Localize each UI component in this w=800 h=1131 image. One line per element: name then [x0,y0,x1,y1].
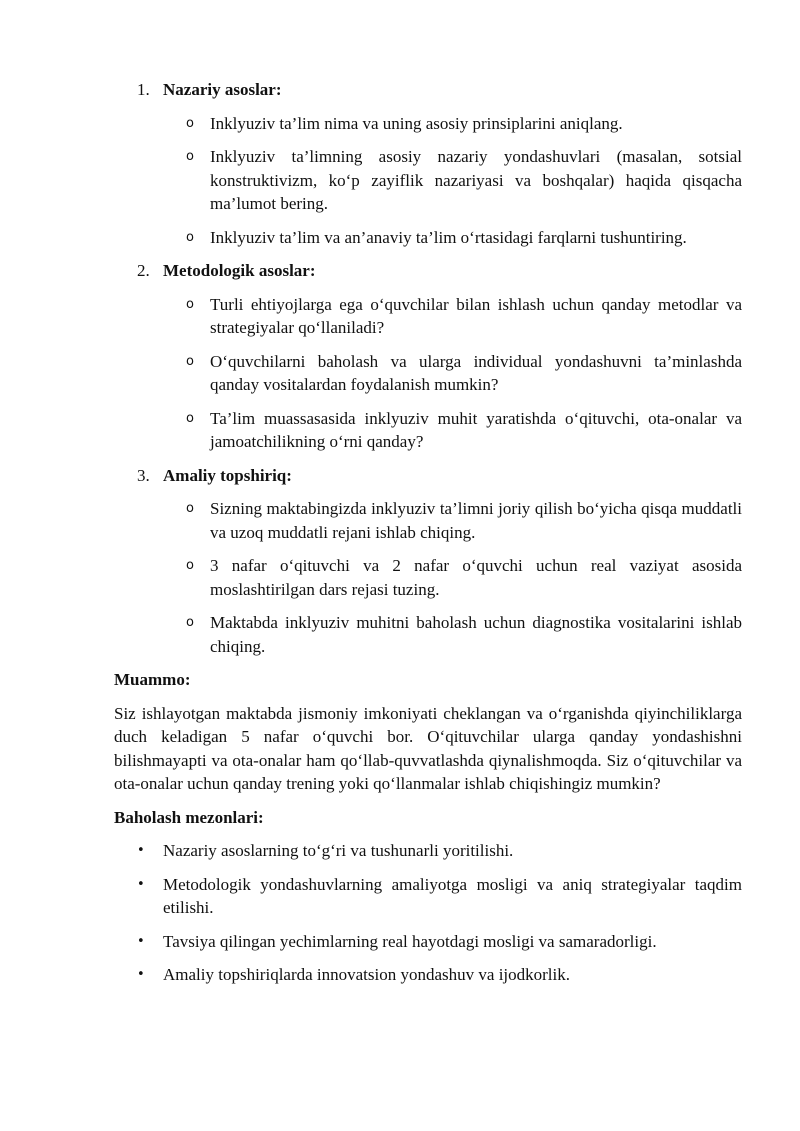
section-title: Nazariy asoslar: [163,80,282,99]
section-heading [114,259,742,283]
circle-bullet-icon: o [186,229,194,245]
list-item-text: Maktabda inklyuziv muhitni baholash uchun diagnostika vositalarini ishlab chiqing. [210,613,742,656]
section-methodology [114,259,742,454]
list-item-text: Turli ehtiyojlarga ega o‘quvchilar bilan ishlash uchun qanday metodlar va strategiyalar qo‘llaniladi? [210,294,742,337]
section-number: 3. [137,465,150,485]
dot-bullet-icon: • [137,843,145,858]
section-theory [114,78,742,249]
list-item-text: Metodologik yondashuvlarning amaliyotga mosligi va aniq strategiyalar taqdim etilishi. [163,874,742,917]
list-item [114,873,742,920]
section-practical [114,464,742,659]
criteria-list [114,839,742,987]
problem-heading: Muammo: [114,670,191,689]
criteria-heading: Baholash mezonlari: [114,807,264,827]
circle-bullet-icon: o [186,558,194,573]
list-item [114,497,742,544]
list-item-text: Inklyuziv ta’lim nima va uning asosiy prinsiplarini aniqlang. [210,113,623,133]
dot-bullet-icon: • [137,967,145,982]
list-item-text: Ta’lim muassasasida inklyuziv muhit yaratishda o‘qituvchi, ota-onalar va jamoatchilikning o‘rni qanday? [210,408,742,451]
list-item [114,350,742,397]
dot-bullet-icon: • [137,876,145,892]
section-heading [114,78,742,102]
section-items [114,112,742,250]
list-item-text: 3 nafar o‘qituvchi va 2 nafar o‘quvchi uchun real vaziyat asosida moslashtirilgan dars rejasi tuzing. [210,556,742,599]
circle-bullet-icon: o [186,615,194,630]
list-item [114,293,742,340]
circle-bullet-icon: o [186,501,194,516]
list-item [114,226,742,250]
list-item [114,145,742,216]
section-items [114,497,742,658]
circle-bullet-icon: o [186,115,194,131]
section-heading [114,464,742,488]
circle-bullet-icon: o [186,410,194,426]
list-item-text: Nazariy asoslarning to‘g‘ri va tushunarli yoritilishi. [163,841,514,860]
list-item-text: Tavsiya qilingan yechimlarning real hayotdagi mosligi va samaradorligi. [163,931,657,951]
list-item [114,112,742,136]
circle-bullet-icon: o [186,149,194,164]
list-item-text: Amaliy topshiriqlarda innovatsion yondashuv va ijodkorlik. [163,965,571,984]
circle-bullet-icon: o [186,353,194,369]
circle-bullet-icon: o [186,296,194,312]
list-item-text: Sizning maktabingizda inklyuziv ta’limni joriy qilish bo‘yicha qisqa muddatli va uzoq muddatli rejani ishlab chiqing. [210,499,742,542]
dot-bullet-icon: • [137,933,145,949]
list-item [114,611,742,658]
list-item [114,930,742,954]
section-title: Amaliy topshiriq: [163,465,292,485]
list-item-text: O‘quvchilarni baholash va ularga individual yondashuvni ta’minlashda qanday vositalardan foydalanish mumkin? [210,351,742,394]
list-item [114,839,742,863]
section-title: Metodologik asoslar: [163,261,316,280]
section-number: 2. [137,261,150,280]
problem-paragraph: Siz ishlayotgan maktabda jismoniy imkoniyati cheklangan va o‘rganishda qiyinchiliklarga duch keladigan 5 nafar o‘quvchi bor. O‘qituvchilar ularga qanday yondashishni bilishmayapti va ota-onalar ham qo‘llab-quvvatlashda qiynalishmoqda. Siz o‘qituvchilar va ota-onalar uchun qanday trening yoki qo‘llanmalar ishlab chiqishingiz mumkin? [114,703,742,793]
list-item [114,407,742,454]
list-item-text: Inklyuziv ta’lim va an’anaviy ta’lim o‘rtasidagi farqlarni tushuntiring. [210,227,687,247]
section-items [114,293,742,454]
list-item-text: Inklyuziv ta’limning asosiy nazariy yondashuvlari (masalan, sotsial konstruktivizm, ko‘p zayiflik nazariyasi va boshqalar) haqida qisqacha ma’lumot bering. [210,147,742,213]
list-item [114,554,742,601]
section-number: 1. [137,80,150,99]
list-item [114,963,742,987]
